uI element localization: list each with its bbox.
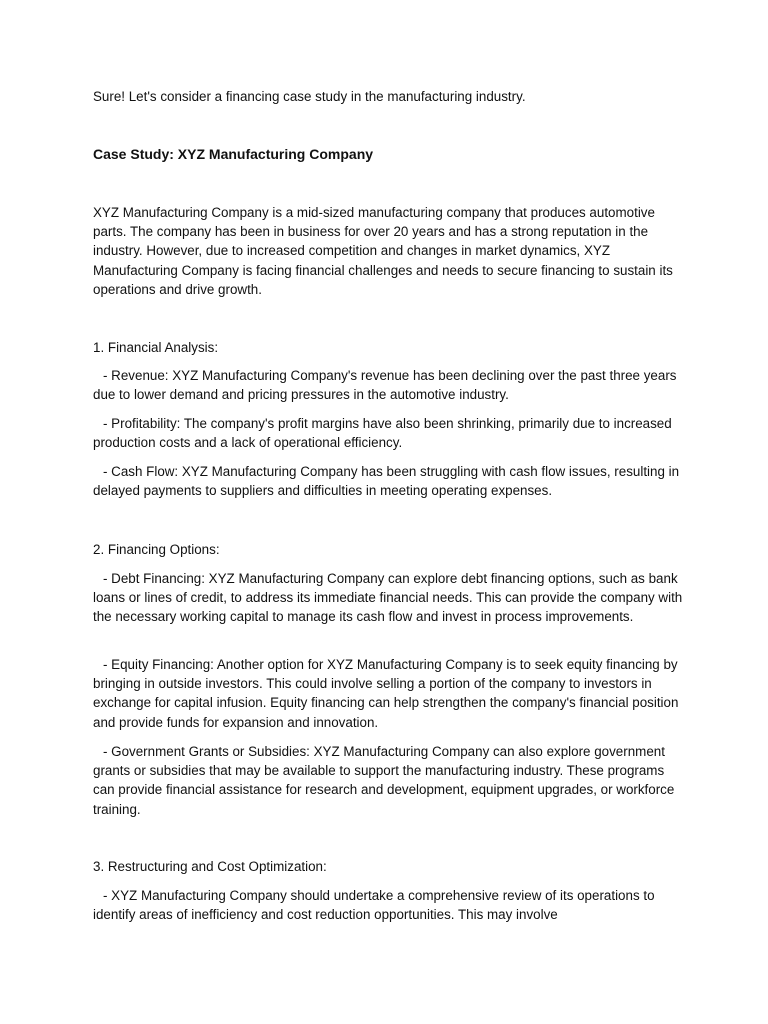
intro-text: Sure! Let's consider a financing case study in the manufacturing industry. [93,89,526,104]
lead-paragraph: XYZ Manufacturing Company is a mid-sized manufacturing company that produces automotive parts. The company has been in business for over 20 years and has a strong reputation in the industry. However, due to increased competition and changes in market dynamics, XYZ Manufacturing Company is facing financial challenges and needs to secure financing to sustain its operations and drive growth. [93,205,673,297]
bullet-debt-financing: - Debt Financing: XYZ Manufacturing Company can explore debt financing options, such as bank loans or lines of credit, to address its immediate financial needs. This can provide the company with the necessary working capital to manage its cash flow and invest in process improvements. [93,571,683,625]
section-heading-financial-analysis: 1. Financial Analysis: [93,340,219,355]
bullet-government-grants: - Government Grants or Subsidies: XYZ Manufacturing Company can also explore government grants or subsidies that may be available to support the manufacturing industry. These programs can provide financial assistance for research and development, equipment upgrades, or workforce training. [93,744,675,817]
bullet-profitability: - Profitability: The company's profit margins have also been shrinking, primarily due to increased production costs and a lack of operational efficiency. [93,416,672,451]
bullet-equity-financing: - Equity Financing: Another option for XYZ Manufacturing Company is to seek equity financing by bringing in outside investors. This could involve selling a portion of the company to investors in exchange for capital infusion. Equity financing can help strengthen the company's financial position and provide funds for expansion and innovation. [93,657,679,730]
section-heading-financing-options: 2. Financing Options: [93,542,220,557]
section-heading-restructuring: 3. Restructuring and Cost Optimization: [93,859,327,874]
bullet-revenue: - Revenue: XYZ Manufacturing Company's revenue has been declining over the past three years due to lower demand and pricing pressures in the automotive industry. [93,368,677,403]
bullet-operations-review: - XYZ Manufacturing Company should undertake a comprehensive review of its operations to identify areas of inefficiency and cost reduction opportunities. This may involve [93,888,655,923]
case-study-title: Case Study: XYZ Manufacturing Company [93,146,374,162]
bullet-cash-flow: - Cash Flow: XYZ Manufacturing Company has been struggling with cash flow issues, resulting in delayed payments to suppliers and difficulties in meeting operating expenses. [93,464,680,499]
